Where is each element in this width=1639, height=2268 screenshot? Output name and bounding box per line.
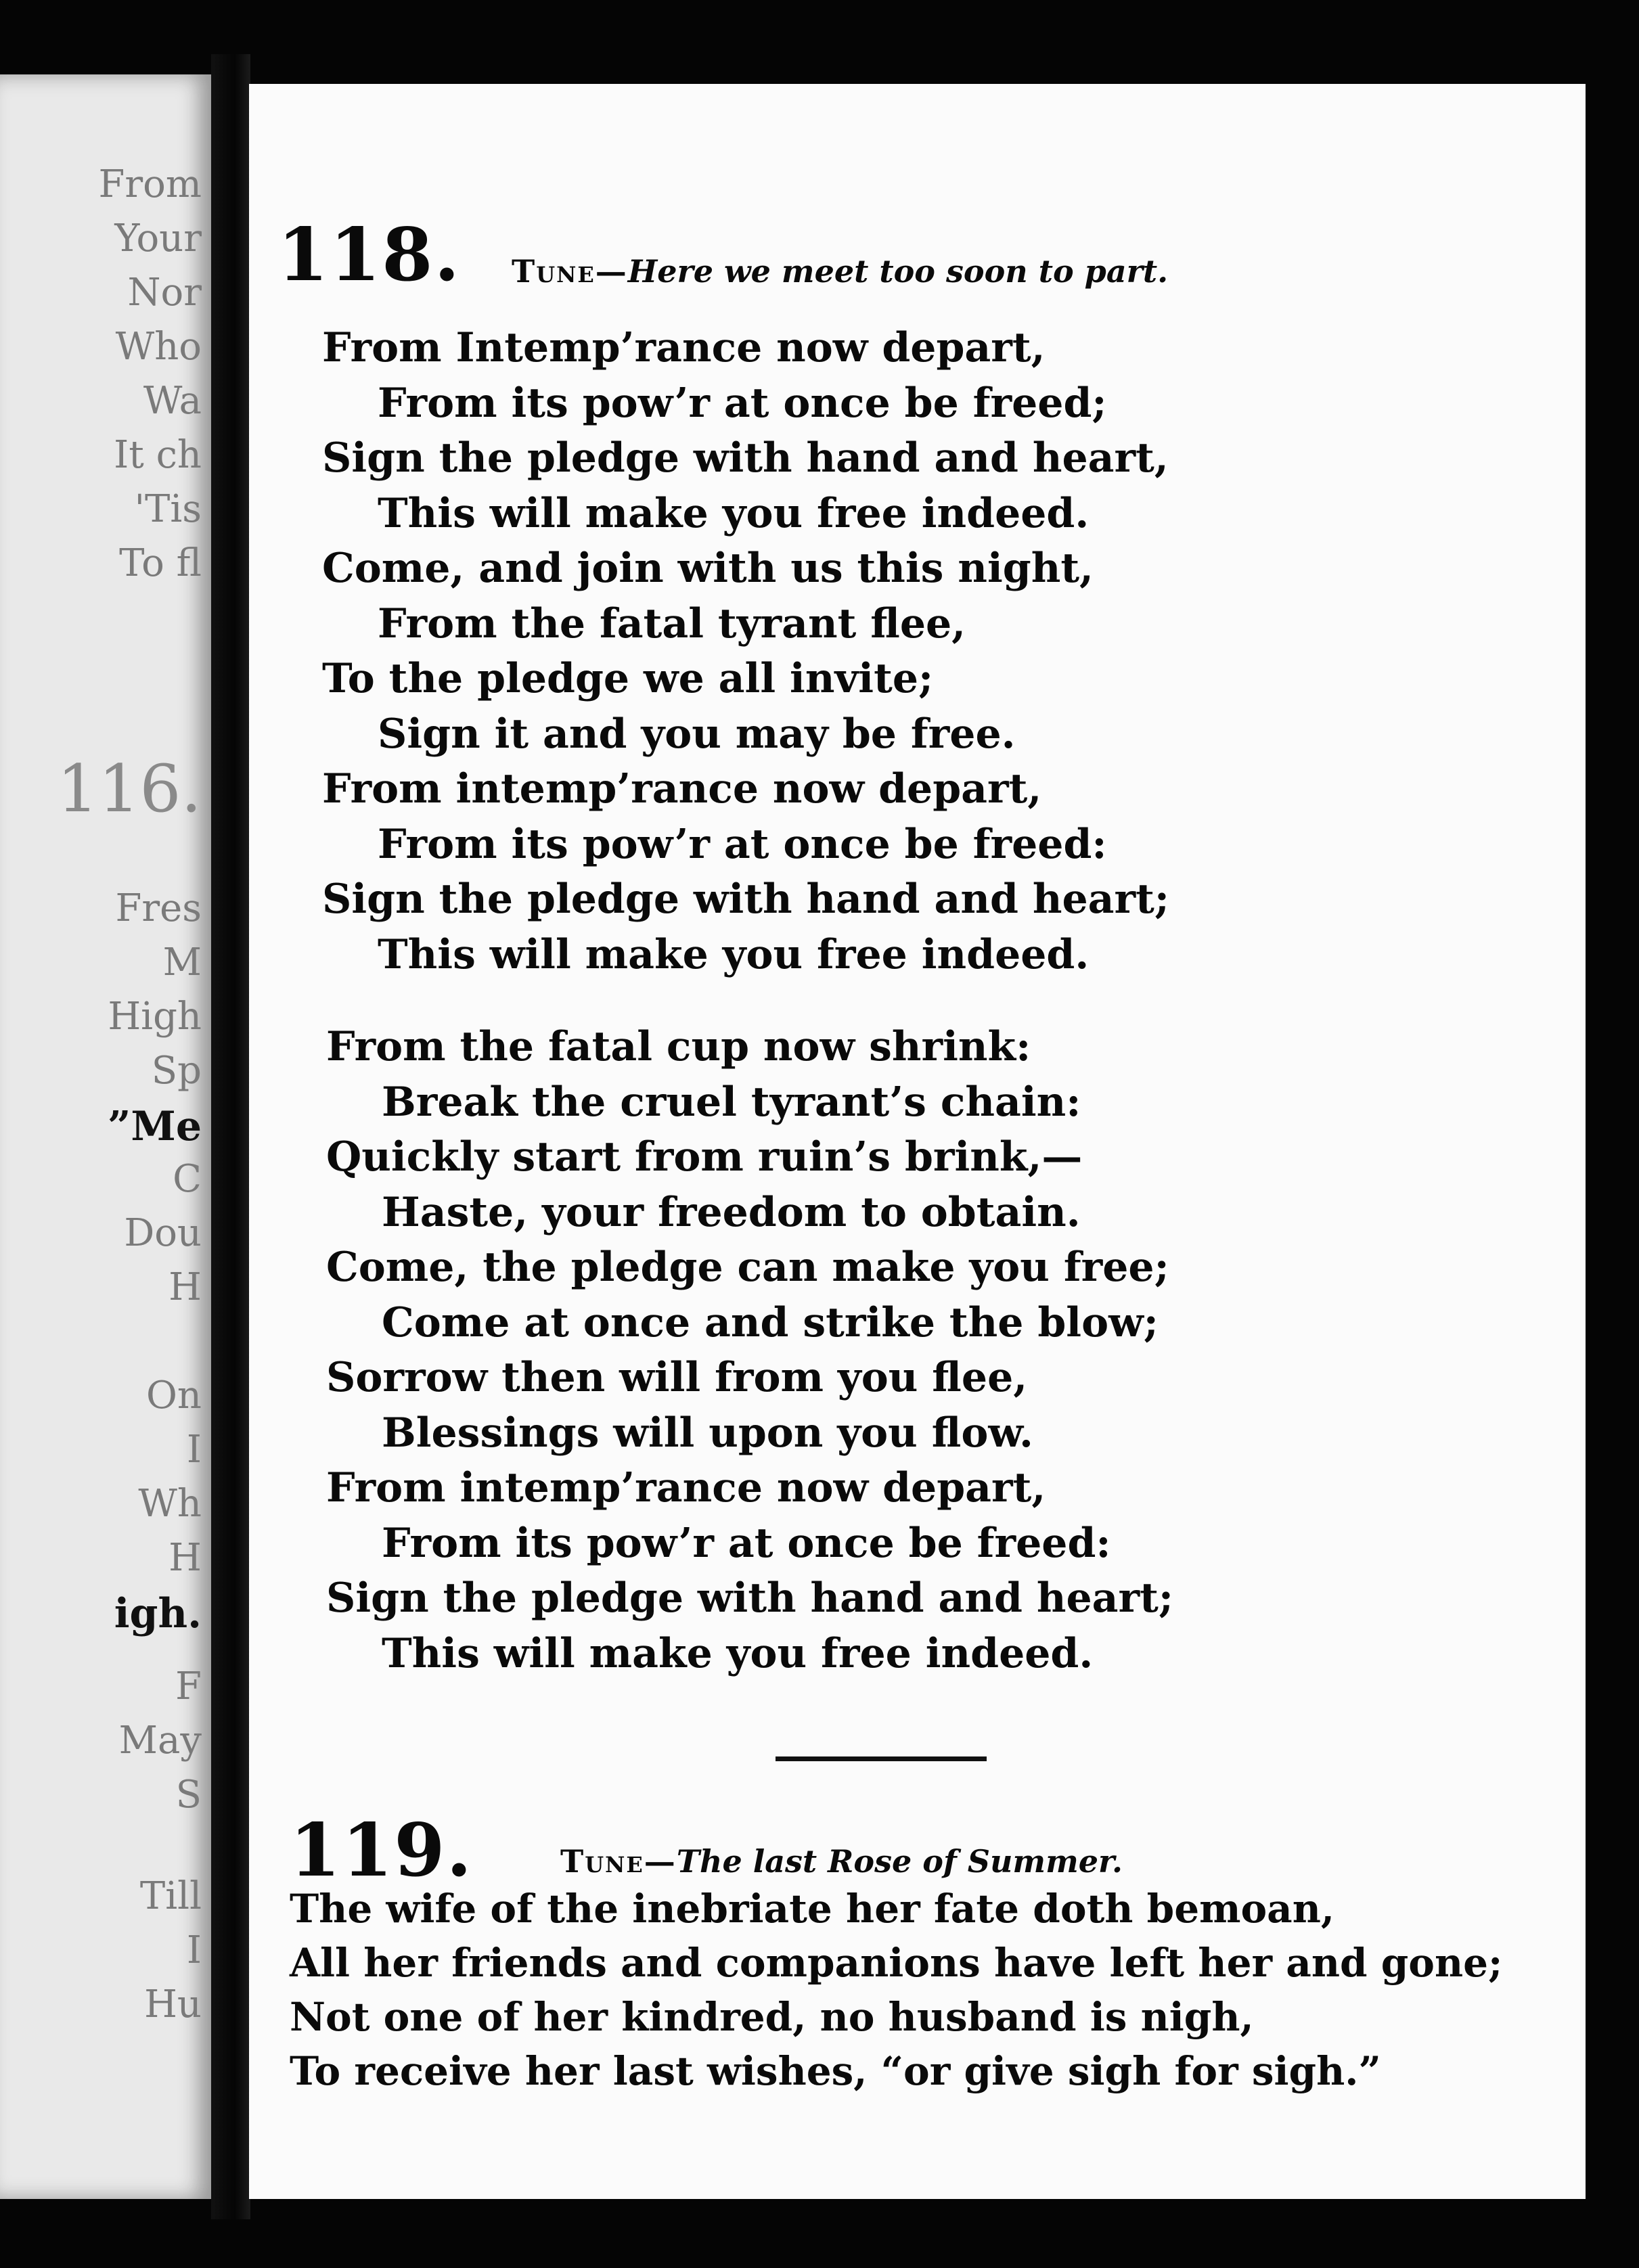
tune-prefix: Tune— bbox=[512, 253, 628, 290]
verse-line: All her friends and companions have left her and gone; bbox=[290, 1940, 1503, 1986]
left-page-fragment: ”Me bbox=[107, 1103, 202, 1150]
left-page-fragment: Dou bbox=[124, 1211, 202, 1255]
left-page-fragment: igh. bbox=[114, 1590, 202, 1637]
left-page-fragment: Till bbox=[139, 1874, 202, 1918]
verse-line: Sign the pledge with hand and heart; bbox=[326, 1574, 1174, 1622]
hymn-number: 118. bbox=[277, 212, 462, 298]
verse-line: The wife of the inebriate her fate doth bemoan, bbox=[290, 1886, 1335, 1932]
verse-line: Not one of her kindred, no husband is nigh, bbox=[290, 1994, 1254, 2040]
left-page-fragment: High bbox=[108, 995, 202, 1039]
verse-line: To receive her last wishes, “or give sigh for sigh.” bbox=[290, 2048, 1381, 2094]
verse-line: Haste, your freedom to obtain. bbox=[382, 1188, 1081, 1236]
book-gutter bbox=[211, 54, 250, 2219]
verse-line: To the pledge we all invite; bbox=[322, 655, 934, 702]
left-page-fragment: Wa bbox=[143, 379, 202, 423]
left-page-fragment: Nor bbox=[127, 271, 202, 315]
left-page-fragment: Hu bbox=[144, 1982, 202, 2026]
left-page-fragment: M bbox=[162, 940, 202, 984]
verse-line: Come, the pledge can make you free; bbox=[326, 1244, 1169, 1291]
left-page-fragment: To fl bbox=[119, 541, 202, 585]
left-page-fragment: H bbox=[169, 1536, 202, 1580]
verse-line: Break the cruel tyrant’s chain: bbox=[382, 1078, 1081, 1126]
hymn-119-header bbox=[290, 1808, 473, 1893]
tune-prefix: Tune— bbox=[560, 1843, 677, 1880]
verse-line: Quickly start from ruin’s brink,— bbox=[326, 1133, 1083, 1181]
left-page-fragment: I bbox=[186, 1428, 202, 1472]
verse-line: Come at once and strike the blow; bbox=[382, 1298, 1159, 1346]
left-page-fragment: S bbox=[175, 1773, 202, 1817]
verse-line: This will make you free indeed. bbox=[378, 930, 1090, 978]
verse-line: Sign it and you may be free. bbox=[378, 710, 1016, 758]
verse-line: From its pow’r at once be freed: bbox=[382, 1519, 1111, 1567]
hymn-118-header bbox=[277, 212, 461, 298]
hymn-divider bbox=[776, 1756, 987, 1761]
hymn-119-tune bbox=[560, 1843, 1123, 1880]
left-page-fragment: C bbox=[173, 1157, 202, 1201]
left-page-fragment: I bbox=[186, 1928, 202, 1972]
left-page-fragment: On bbox=[146, 1374, 202, 1418]
verse-line: Come, and join with us this night, bbox=[322, 545, 1094, 592]
left-page-fragment: May bbox=[118, 1719, 202, 1763]
left-page-fragment: From bbox=[98, 162, 202, 206]
verse-line: From the fatal tyrant flee, bbox=[378, 599, 966, 648]
verse-line: From intemp’rance now depart, bbox=[326, 1464, 1046, 1512]
verse-line: Blessings will upon you flow. bbox=[382, 1409, 1033, 1457]
verse-line: From the fatal cup now shrink: bbox=[326, 1023, 1031, 1070]
hymn-page bbox=[249, 84, 1586, 2199]
left-page-fragment: 116. bbox=[57, 751, 202, 827]
left-page-fragment: F bbox=[175, 1664, 202, 1708]
verse-line: Sign the pledge with hand and heart; bbox=[322, 876, 1170, 923]
left-page-fragment: Sp bbox=[151, 1049, 202, 1093]
hymn-118-tune bbox=[512, 253, 1168, 290]
verse-line: From intemp’rance now depart, bbox=[322, 765, 1042, 813]
left-page-fragment: 'Tis bbox=[134, 487, 202, 531]
verse-line: From its pow’r at once be freed; bbox=[378, 379, 1107, 427]
page-content bbox=[249, 84, 1586, 2199]
hymn-number: 119. bbox=[290, 1808, 474, 1893]
left-page-fragment: H bbox=[169, 1265, 202, 1309]
verse-line: This will make you free indeed. bbox=[382, 1629, 1094, 1677]
verse-line: From Intemp’rance now depart, bbox=[322, 324, 1046, 371]
tune-name: Here we meet too soon to part. bbox=[627, 253, 1169, 290]
left-facing-page bbox=[0, 74, 211, 2199]
verse-line: Sorrow then will from you flee, bbox=[326, 1354, 1028, 1401]
tune-name: The last Rose of Summer. bbox=[676, 1843, 1123, 1880]
verse-line: This will make you free indeed. bbox=[378, 489, 1090, 537]
left-page-fragment: Who bbox=[115, 325, 202, 369]
verse-line: Sign the pledge with hand and heart, bbox=[322, 434, 1169, 482]
left-page-fragment: It ch bbox=[114, 433, 202, 477]
left-page-fragment: Wh bbox=[138, 1482, 202, 1526]
left-page-fragment: Your bbox=[114, 217, 202, 260]
verse-line: From its pow’r at once be freed: bbox=[378, 820, 1107, 868]
left-page-fragment: Fres bbox=[115, 886, 202, 930]
